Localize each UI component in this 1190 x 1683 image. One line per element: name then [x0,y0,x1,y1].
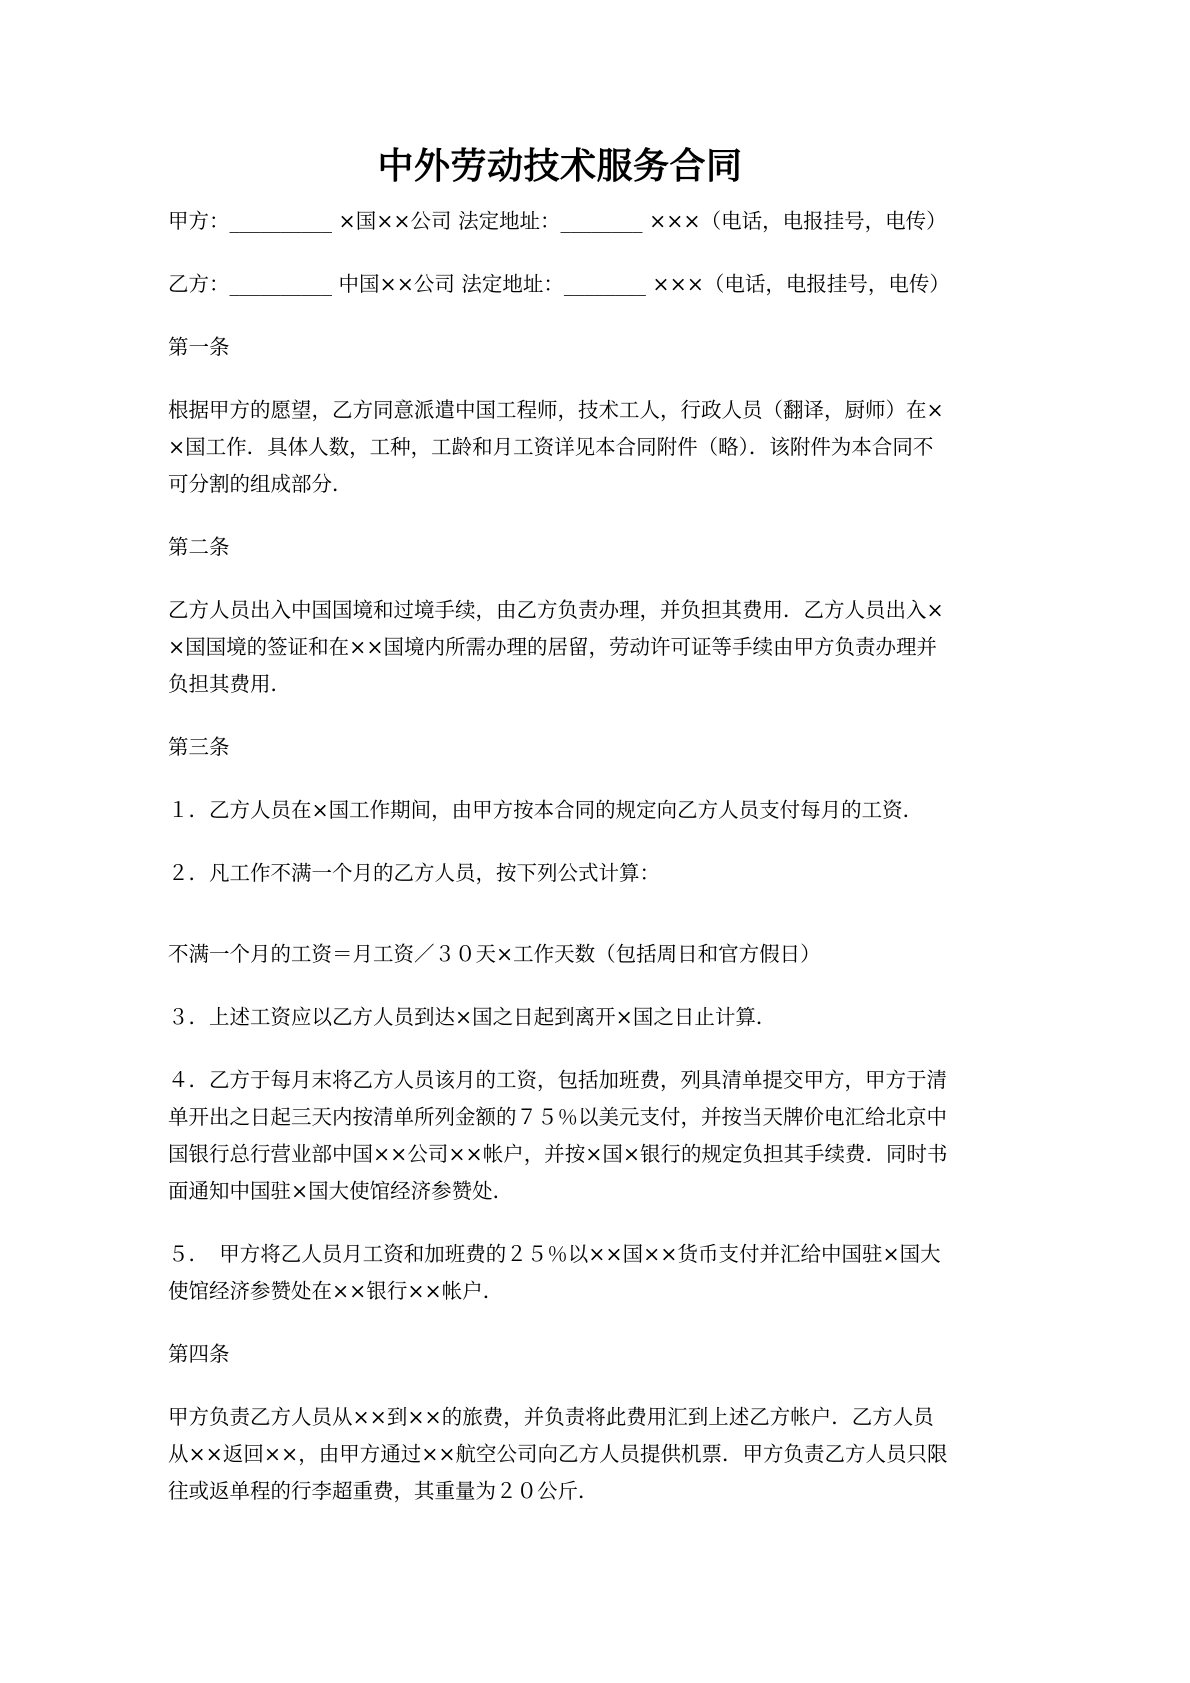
article-3-salary-formula: 不满一个月的工资＝月工资／３０天×工作天数（包括周日和官方假日） [168,942,821,966]
document-body [168,0,952,1536]
article-3-item-2: ２．凡工作不满一个月的乙方人员，按下列公式计算： [168,861,660,885]
article-2-paragraph-1: 乙方人员出入中国国境和过境手续，由乙方负责办理，并负担其费用．乙方人员出入××国国境的签证和在××国境内所需办理的居留，劳动许可证等手续由甲方负责办理并负担其费用． [168,598,944,696]
article-4-heading: 第四条 [168,1342,230,1366]
article-1-paragraph-1: 根据甲方的愿望，乙方同意派遣中国工程师，技术工人，行政人员（翻译，厨师）在××国工作．具体人数，工种，工龄和月工资详见本合同附件（略）．该附件为本合同不可分割的组成部分． [168,398,944,496]
page-title: 中外劳动技术服务合同 [377,146,743,187]
party-b-line: 乙方：__________ 中国××公司 法定地址：________ ×××（电话，电报挂号，电传） [168,272,950,296]
article-4-paragraph-1: 甲方负责乙方人员从××到××的旅费，并负责将此费用汇到上述乙方帐户．乙方人员从××返回××，由甲方通过××航空公司向乙方人员提供机票．甲方负责乙方人员只限往或返单程的行李超重费，其重量为２０公斤． [168,1405,948,1503]
article-3-item-1: １．乙方人员在×国工作期间，由甲方按本合同的规定向乙方人员支付每月的工资． [168,798,924,822]
article-3-item-5: ５． 甲方将乙人员月工资和加班费的２５％以××国××货币支付并汇给中国驻×国大使馆经济参赞处在××银行××帐户． [168,1242,941,1303]
article-3-item-4: ４．乙方于每月末将乙方人员该月的工资，包括加班费，列具清单提交甲方，甲方于清单开出之日起三天内按清单所列金额的７５％以美元支付，并按当天牌价电汇给北京中国银行总行营业部中国××公司××帐户，并按×国×银行的规定负担其手续费．同时书面通知中国驻×国大使馆经济参赞处． [168,1068,948,1203]
article-3-item-3: ３．上述工资应以乙方人员到达×国之日起到离开×国之日止计算． [168,1005,777,1029]
article-2-heading: 第二条 [168,535,230,559]
party-a-line: 甲方：__________ ×国××公司 法定地址：________ ×××（电话，电报挂号，电传） [168,209,947,233]
article-3-heading: 第三条 [168,735,230,759]
article-1-heading: 第一条 [168,335,230,359]
